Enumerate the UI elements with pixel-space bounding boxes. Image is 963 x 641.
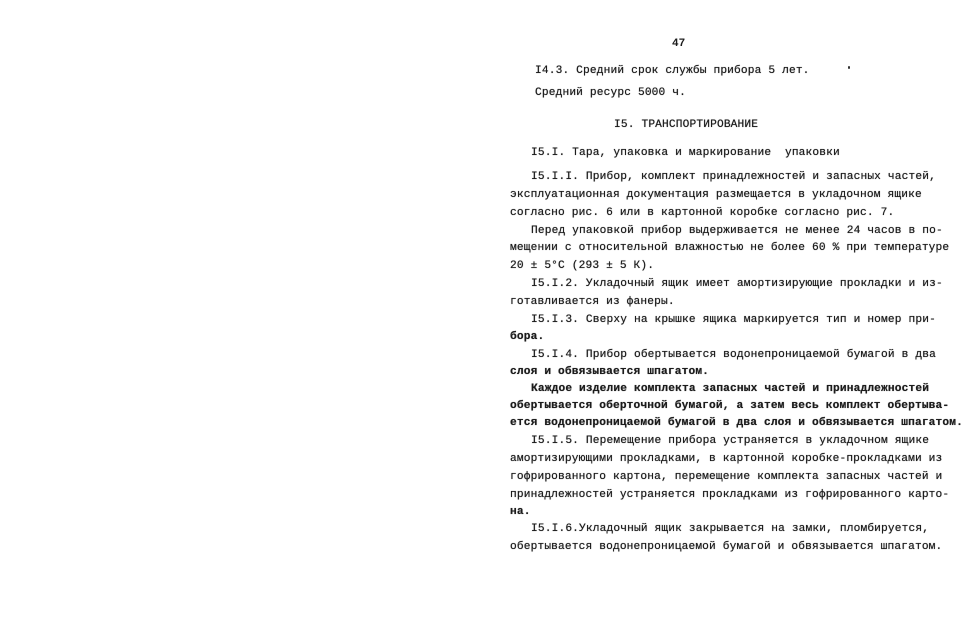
text-line: I4.3. Средний срок службы прибора 5 лет. bbox=[535, 65, 810, 77]
text-line: обертывается водонепроницаемой бумагой и обвязывается шпагатом. bbox=[510, 541, 943, 553]
text-line: I5.I.2. Укладочный ящик имеет амортизирующие прокладки и из- bbox=[531, 278, 943, 290]
subsection-heading: I5.I. Тара, упаковка и маркирование упаковки bbox=[531, 147, 840, 159]
text-line: ется водонепроницаемой бумагой в два слоя и обвязывается шпагатом. bbox=[510, 417, 963, 429]
text-line: I5.I.I. Прибор, комплект принадлежностей и запасных частей, bbox=[531, 171, 936, 183]
text-line: готавливается из фанеры. bbox=[510, 296, 675, 308]
text-line: принадлежностей устраняется прокладками из гофрированного карто- bbox=[510, 489, 950, 501]
text-line: бора. bbox=[510, 331, 545, 343]
text-line: Каждое изделие комплекта запасных частей и принадлежностей bbox=[531, 383, 930, 395]
text-line: I5.I.3. Сверху на крышке ящика маркируется тип и номер при- bbox=[531, 314, 936, 326]
text-line: амортизирующими прокладками, в картонной коробке-прокладками из bbox=[510, 453, 943, 465]
page-number: 47 bbox=[672, 38, 686, 50]
text-line: Средний ресурс 5000 ч. bbox=[535, 87, 686, 99]
text-line: 20 ± 5°C (293 ± 5 К). bbox=[510, 260, 655, 272]
text-line: слоя и обвязывается шпагатом. bbox=[510, 366, 710, 378]
text-line: обертывается оберточной бумагой, а затем весь комплект обертыва- bbox=[510, 400, 950, 412]
text-line: эксплуатационная документация размещается в укладочном ящике bbox=[510, 189, 922, 201]
section-heading: I5. ТРАНСПОРТИРОВАНИЕ bbox=[614, 119, 759, 131]
text-line: на. bbox=[510, 506, 531, 518]
scan-speck bbox=[848, 66, 850, 69]
text-line: Перед упаковкой прибор выдерживается не менее 24 часов в по- bbox=[531, 225, 943, 237]
text-line: I5.I.5. Перемещение прибора устраняется в укладочном ящике bbox=[531, 435, 930, 447]
text-line: I5.I.4. Прибор обертывается водонепроницаемой бумагой в два bbox=[531, 349, 936, 361]
text-line: мещении с относительной влажностью не более 60 % при температуре bbox=[510, 242, 950, 254]
text-line: согласно рис. 6 или в картонной коробке согласно рис. 7. bbox=[510, 207, 895, 219]
text-line: I5.I.6.Укладочный ящик закрывается на замки, пломбируется, bbox=[531, 523, 930, 535]
text-line: гофрированного картона, перемещение комплекта запасных частей и bbox=[510, 471, 943, 483]
